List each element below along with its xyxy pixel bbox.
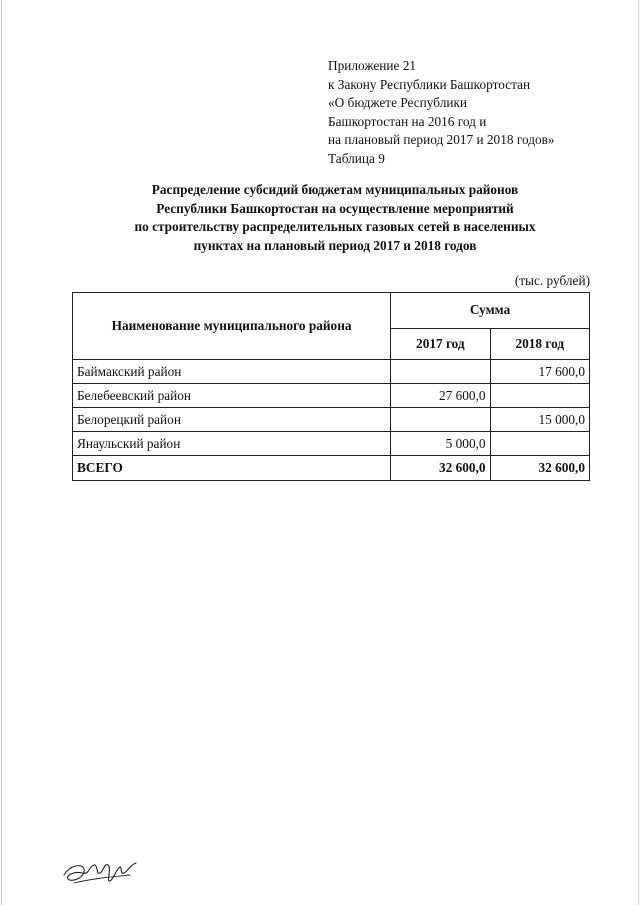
title-line: Республики Башкортостан на осуществление мероприятий — [156, 200, 514, 216]
column-header-2017: 2017 год — [391, 328, 490, 359]
title-line: пунктах на плановый период 2017 и 2018 годов — [193, 237, 477, 253]
amount-2017 — [391, 360, 490, 384]
amount-2018: 17 600,0 — [490, 360, 589, 384]
table-row — [73, 432, 590, 456]
document-title — [60, 181, 610, 255]
amount-2018: 15 000,0 — [490, 408, 589, 432]
total-2017: 32 600,0 — [391, 456, 490, 481]
table-row — [73, 384, 590, 408]
district-name: Янаульский район — [73, 432, 391, 456]
title-line: по строительству распределительных газовых сетей в населенных — [134, 219, 536, 235]
handwritten-signature — [60, 853, 140, 893]
column-header-sum: Сумма — [391, 293, 590, 329]
district-name: Белебеевский район — [73, 384, 391, 408]
table-header-row — [73, 293, 590, 329]
units-label: (тыс. рублей) — [514, 273, 590, 288]
amount-2017 — [391, 408, 490, 432]
district-name: Белорецкий район — [73, 408, 391, 432]
amount-2018 — [490, 384, 589, 408]
subsidy-table — [72, 292, 590, 481]
amount-2017: 27 600,0 — [391, 384, 490, 408]
column-header-2018: 2018 год — [490, 328, 589, 359]
appendix-line: Таблица 9 — [328, 150, 385, 166]
appendix-header — [328, 57, 555, 168]
table-row — [73, 408, 590, 432]
total-row — [73, 456, 590, 481]
amount-2017: 5 000,0 — [391, 432, 490, 456]
amount-2018 — [490, 432, 589, 456]
appendix-line: к Закону Республики Башкортостан — [328, 76, 531, 92]
appendix-line: Башкортостан на 2016 год и — [328, 113, 487, 129]
appendix-line: на плановый период 2017 и 2018 годов» — [328, 132, 555, 147]
appendix-line: «О бюджете Республики — [328, 95, 468, 110]
scan-edge-right — [638, 0, 639, 905]
title-line: Распределение субсидий бюджетам муниципальных районов — [151, 182, 519, 197]
scan-edge-left — [1, 0, 2, 905]
district-name: Баймакский район — [73, 360, 391, 384]
total-label: ВСЕГО — [73, 456, 391, 481]
appendix-line: Приложение 21 — [328, 58, 416, 73]
total-2018: 32 600,0 — [490, 456, 589, 481]
column-header-name: Наименование муниципального района — [73, 293, 391, 360]
table-row — [73, 360, 590, 384]
